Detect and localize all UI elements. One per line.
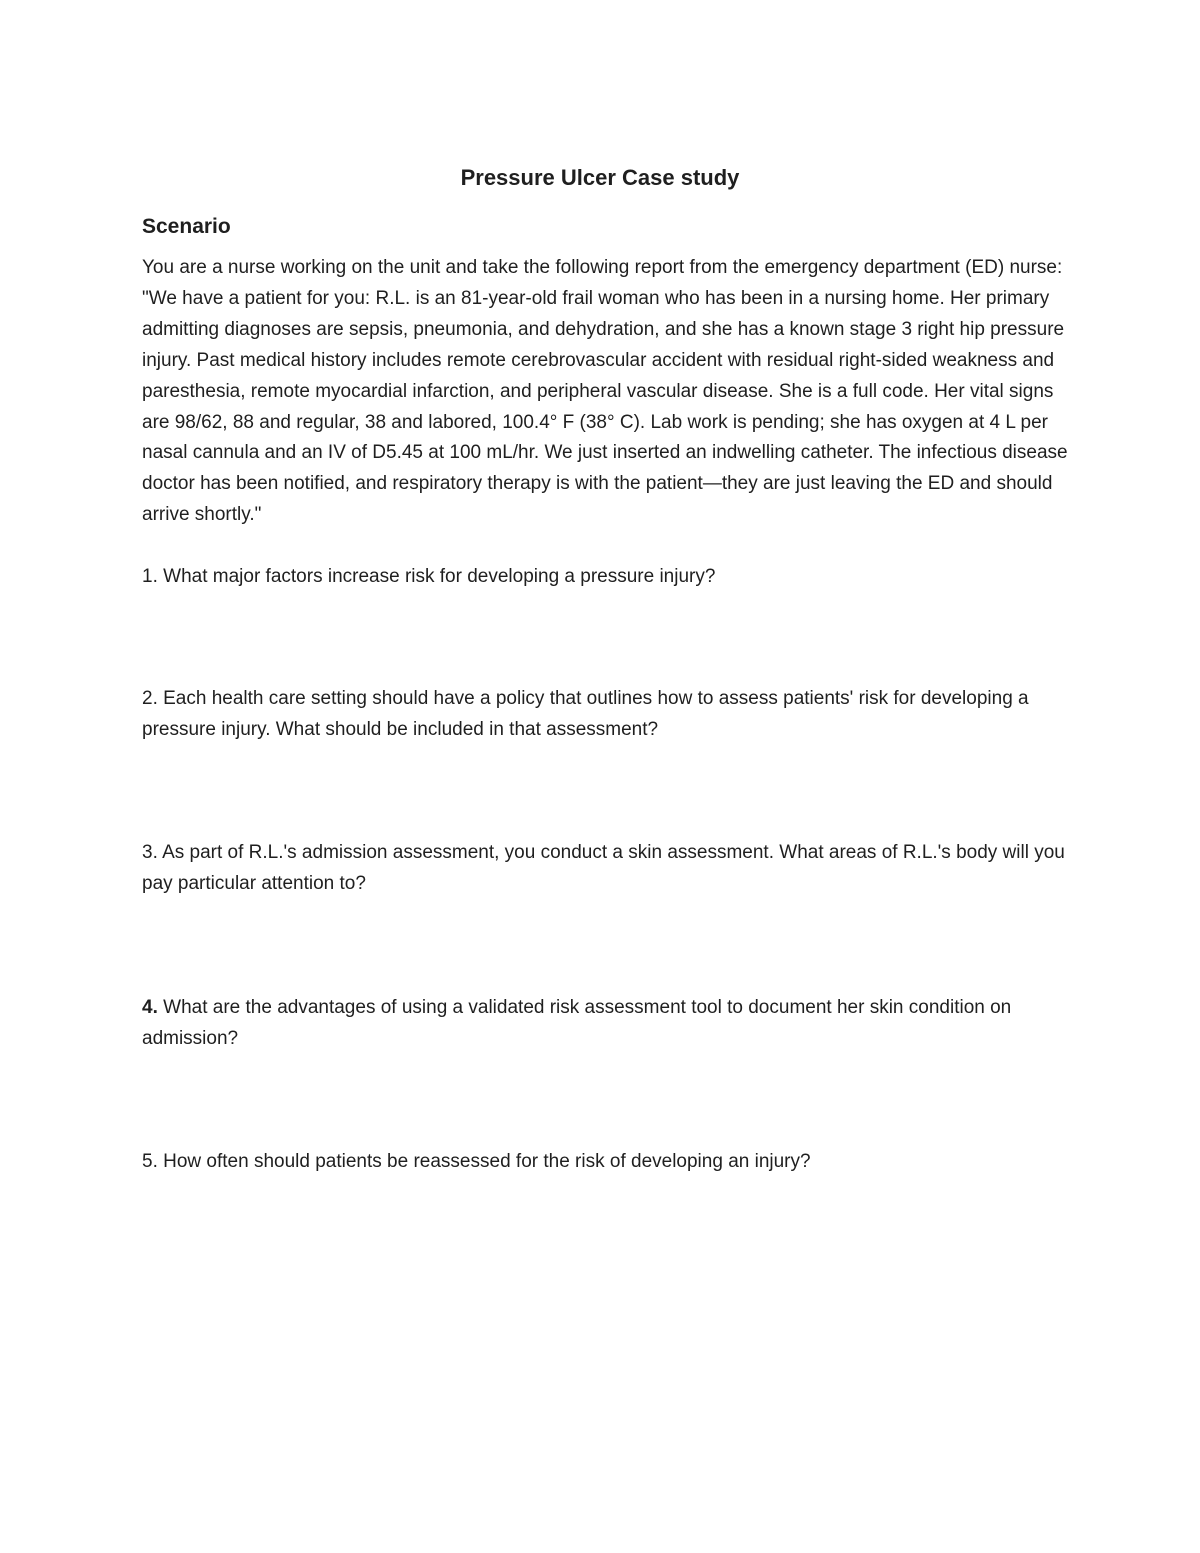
- document-title: Pressure Ulcer Case study: [460, 165, 740, 190]
- question-number: 3.: [142, 842, 158, 863]
- section-heading-scenario: Scenario: [142, 215, 231, 238]
- question-text: How often should patients be reassessed for the risk of developing an injury?: [157, 1151, 811, 1172]
- question-4: [142, 993, 1072, 1055]
- question-3: [142, 838, 1072, 900]
- question-number: 4.: [142, 997, 158, 1018]
- question-2: [142, 684, 1072, 746]
- question-number: 5.: [142, 1151, 158, 1172]
- question-text: As part of R.L.'s admission assessment, you conduct a skin assessment. What areas of R.L.'s body will you pay particular attention to?: [142, 842, 1065, 894]
- question-number: 1.: [142, 566, 158, 587]
- scenario-paragraph: You are a nurse working on the unit and take the following report from the emergency department (ED) nurse: "We have a patient for you: R.L. is an 81-year-old frail woman who has been in a nursing home. Her primary admitting diagnoses are sepsis, pneumonia, and dehydration, and she has a known stage 3 right hip pressure injury. Past medical history includes remote cerebrovascular accident with residual right-sided weakness and paresthesia, remote myocardial infarction, and peripheral vascular disease. She is a full code. Her vital signs are 98/62, 88 and regular, 38 and labored, 100.4° F (38° C). Lab work is pending; she has oxygen at 4 L per nasal cannula and an IV of D5.45 at 100 mL/hr. We just inserted an indwelling catheter. The infectious disease doctor has been notified, and respiratory therapy is with the patient—they are just leaving the ED and should arrive shortly.": [142, 257, 1068, 526]
- question-5: [142, 1147, 1072, 1178]
- question-text: Each health care setting should have a policy that outlines how to assess patients' risk for developing a pressure injury. What should be included in that assessment?: [142, 688, 1029, 740]
- question-text: What are the advantages of using a validated risk assessment tool to document her skin condition on admission?: [142, 997, 1012, 1049]
- question-number: 2.: [142, 688, 158, 709]
- question-text: What major factors increase risk for developing a pressure injury?: [157, 566, 716, 587]
- question-1: [142, 562, 1072, 593]
